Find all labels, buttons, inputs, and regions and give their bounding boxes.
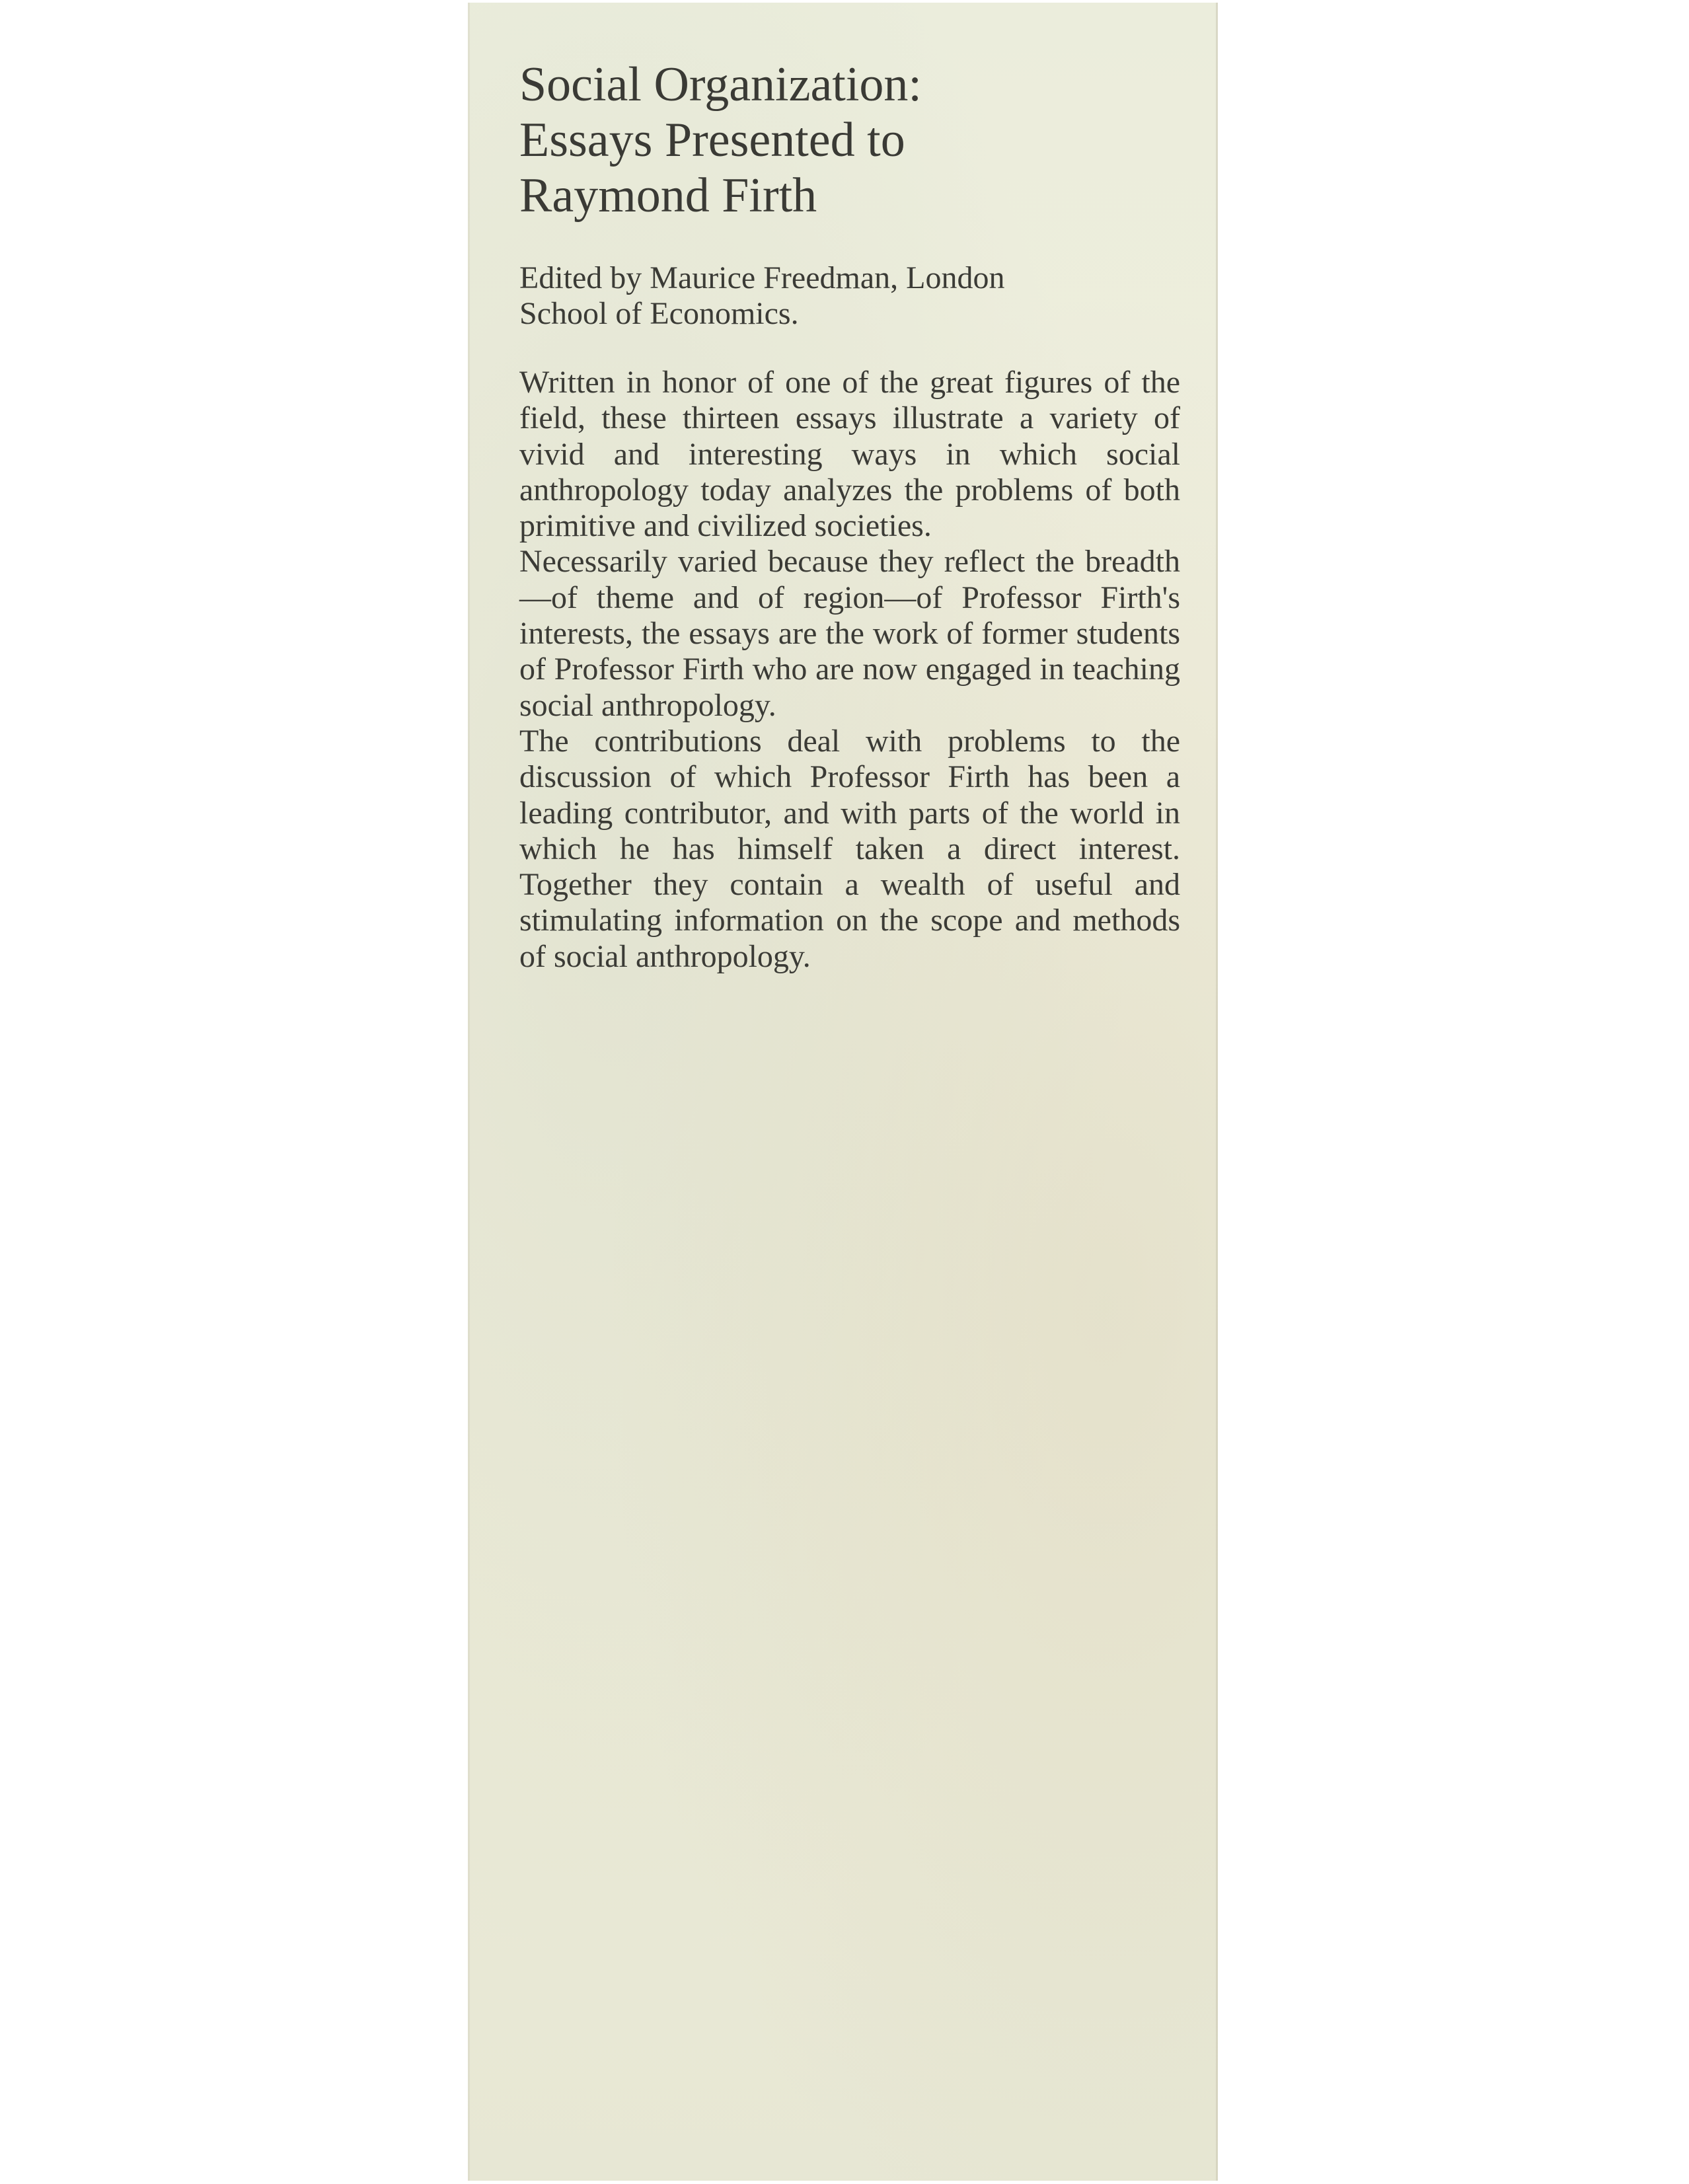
blurb-paragraph: The contributions deal with problems to the discussion of which Professor Firth has been a leading contributor, and with parts of the world in which he has himself taken a direct interest. Together they contain a wealth of useful and stimulating information on the scope and methods of social anthropology. <box>519 723 1180 974</box>
book-jacket-flap <box>468 3 1218 2181</box>
book-title-line: Essays Presented to <box>519 113 905 167</box>
flap-content <box>519 57 1180 975</box>
editor-credit <box>519 260 1180 332</box>
blurb-paragraph: Necessarily varied because they reflect the breadth—of theme and of region—of Professor Firth's interests, the essays are the work of former students of Professor Firth who are now engaged in teaching social anthropology. <box>519 544 1180 723</box>
book-title-line: Raymond Firth <box>519 169 817 223</box>
book-title <box>519 57 1180 223</box>
editor-credit-line: Edited by Maurice Freedman, London <box>519 260 1005 295</box>
blurb-paragraph: Written in honor of one of the great figures of the field, these thirteen essays illustrate a variety of vivid and interesting ways in which social anthropology today analyzes the problems of both primitive and civilized societies. <box>519 365 1180 544</box>
editor-credit-line: School of Economics. <box>519 296 799 331</box>
blurb <box>519 365 1180 975</box>
book-title-line: Social Organization: <box>519 57 922 112</box>
